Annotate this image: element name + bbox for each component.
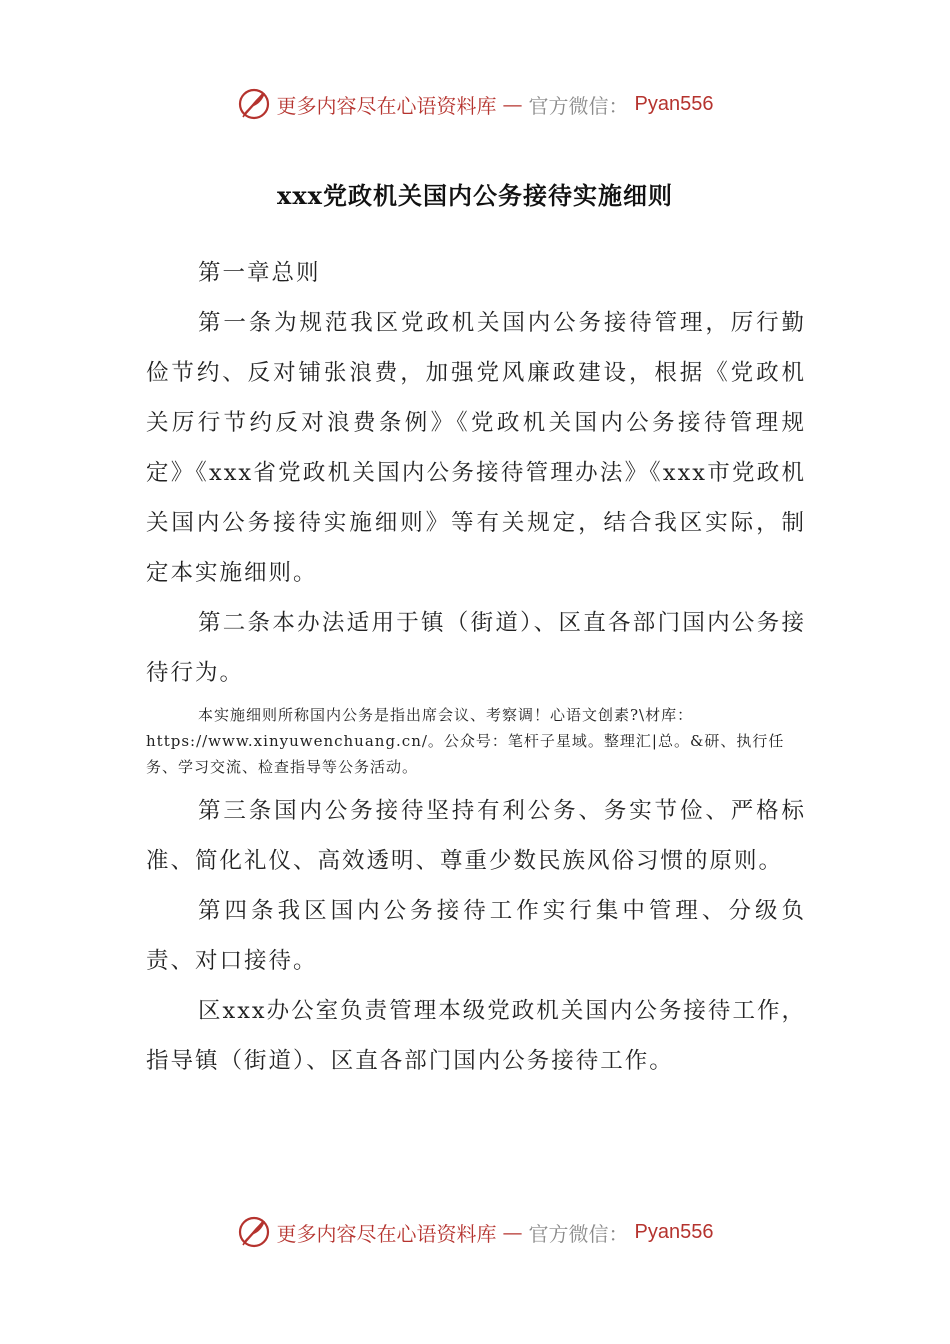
banner-dash: — <box>502 1220 523 1244</box>
document-body <box>146 248 806 1086</box>
quill-logo-icon <box>237 87 271 121</box>
banner-main-text: 更多内容尽在心语资料库 <box>276 1221 497 1246</box>
article-3: 第三条国内公务接待坚持有利公务、务实节俭、严格标准、简化礼仪、高效透明、尊重少数民族风俗习惯的原则。 <box>146 798 806 874</box>
banner-main-text: 更多内容尽在心语资料库 <box>276 93 497 118</box>
article-1: 第一条为规范我区党政机关国内公务接待管理，厉行勤俭节约、反对铺张浪费，加强党风廉政建设，根据《党政机关厉行节约反对浪费条例》《党政机关国内公务接待管理规定》《xxx省党政机关国内公务接待管理办法》《xxx市党政机关国内公务接待实施细则》等有关规定，结合我区实际，制定本实施细则。 <box>146 310 806 586</box>
footer-watermark-banner <box>0 1212 950 1252</box>
banner-wechat-id: Pyan556 <box>634 1220 714 1243</box>
banner-side-text: 官方微信： <box>528 1221 629 1246</box>
small-note-paragraph: 本实施细则所称国内公务是指出席会议、考察调！心语文创素?\材库：https://www.xinyuwenchuang.cn/。公众号：笔杆子星域。整理汇|总。&研、执行任务、学习交流、检查指导等公务活动。 <box>146 706 785 776</box>
banner-wechat-id: Pyan556 <box>634 92 714 115</box>
quill-logo-icon <box>237 1215 271 1249</box>
header-watermark-banner <box>0 84 950 124</box>
banner-side-text: 官方微信： <box>528 93 629 118</box>
article-4-continuation: 区xxx办公室负责管理本级党政机关国内公务接待工作，指导镇（街道）、区直各部门国内公务接待工作。 <box>146 998 806 1074</box>
article-4: 第四条我区国内公务接待工作实行集中管理、分级负责、对口接待。 <box>146 898 806 974</box>
banner-dash: — <box>502 92 523 116</box>
article-2: 第二条本办法适用于镇（街道）、区直各部门国内公务接待行为。 <box>146 610 806 686</box>
document-title: xxx党政机关国内公务接待实施细则 <box>277 181 673 210</box>
chapter-heading: 第一章总则 <box>198 260 321 286</box>
